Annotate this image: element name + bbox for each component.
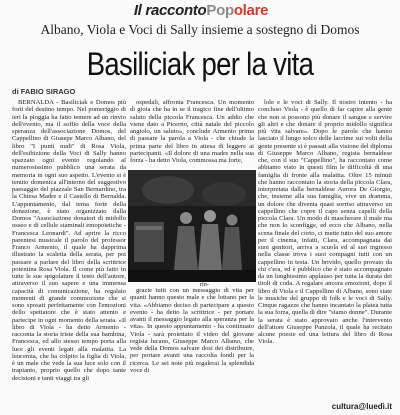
photo-caption-fragment: rin- [200,281,209,288]
section-header-part3: olare [233,2,269,19]
column-2b-text: grazie tutti con un messaggio di vita per quanti hanno questo male e che lottano per la vita. «Abbiamo deciso di partecipare a questo evento - ha detto la scrittrice - per portare avanti il messaggio legato alla speranza per la vita». In questo appuntamento - ha continuato Viola - sarà proiettato il video del giovane regista lucano, Giuseppe Marco Albano, che vede della Domos salvare dosi dei distribuire, per portare avanti una raccolta fondi per la ricerca. Le sei note più regalerai la splendida voce di [130,287,254,374]
article-column-2-bottom [130,287,254,402]
stage-performers-image [128,170,256,282]
footer-email: cultura@luedì.it [331,402,392,411]
article-title: Basiliciak per la vita [86,46,314,82]
article-column-3 [258,99,392,399]
section-header [118,3,284,19]
section-header-part2: Pop [206,2,234,19]
concert-photo [128,170,256,282]
article-byline: di FABIO SIRAGO [12,87,76,96]
column-1-text: BERNALDA - Basiliciak e Domos più forti del destino tempo. Nel pomeriggio di ieri la pioggia ha fatto temere ad un rinvio dell'evento, ma il soffio della voce della speranza dell'associazione Domos, del Cappellino di Giusepe Marco Albano, del libro "I punti nudi" di Rosa Viola, dell'esibizione della Voci di Sally hanno spazzato ogni evento regolando al numerosissimo pubblico una serata da memoria in ogni suo aspetto. L'evento si è tenuto domenica all'interno del suggestivo paesaggio del piazzale San Bernardino, tra la Chiesa Madre e il Castello di Bernalda. L'appuntamento, dal tema forte della donazione, è stato organizzato dalla Domos "Associazione donatori di midollo osseo e di cellule staminali emopoietiche - Francesca Leonardi". Ad aprire la ricco parentesi musicale il parolo del professor Franco Armento, il quale ha dapprima illustrato la scaletta della serata, per poi passare a parlare del libro della scrittrice potentina Rosa Viola. Il come più fatto in tutte le sue spigolature il testo dell'autore, attraverso il suo sapere e una immensa capacità di comunicazione, ha regalato momenti di grande commozione che si sono sposati perfettamente con l'emozioni dello spettatore che è stato attento e partecipe in ogni momento della serata. «Il libro di Viola - ha detto Armento - racconta la storia triste della sua bambina, Francesca, ed allo stesso tempo porta alla luce gli eventi legati alla malattia. La leucemia, che ha colpito la figlia di Viola, è un male che vede la sua luce solo con il trapianto, proprio quello che dopo tante decisioni e tanti viaggi tra gli [12,99,126,382]
section-header-part1: Il racconto [133,2,207,19]
article-column-1 [12,99,126,399]
column-3-text: lole e le voci di Sally. Il nostro intento - ha concluso Viola - è quello di far capire alla gente che non si possono più donare il sangue e servire gli altri e che donare il proprio midollo significa più vita salvare». Dopo le parole che hanno lasciato il lungo solco delle lacrime sui volti della gente presente si è passati alla visione del diploma di Giuseppe Marco Albano, regista bernaldese che, con il suo "Cappellino", ha raccontato come abbiamo visto in questi film le difficoltà di una famiglia di fronte alla malattia. Oltre 15 minuti che hanno raccontato la storia della piccola Clara, interpretata dalla bernaldese Aurora De Giorgio, che, insieme alla sua famiglia, vive un dramma, un dolore che diventa quasi sorriso attraverso un cappellino che copre il capo senza capelli della piccola Clara. Un modo di mascherare il male ma che non lo sconfigge, ed ecco che Albano, nella scena finale del corto, ci mette tutto del suo amore per il cinema, infatti, Clara, accompagnata dai suoi genitori, arriva a scuola ed al suo ingresso nella classe trova i suoi compagni tutti con un cappellino in testa. Un brivido, quello provato da chi c'era, ed è pubblico che è stato accompagnato da un lunghissimo applauso per tutta la durata dei titoli di coda. A regalare ancora emozioni, dopo il libro di Viola e il Cappellino di Albano, sono state le musiche del gruppo di folk e le voci di Sally. Cinque ragazze che hanno incantato la platea tutta la sua forza, quella di dire "siamo donne". Durante la serata è stato approvato anche l'intervento dell'attore Giuseppe Panzola, il quale ha recitato alcune poesie ed una lettura del libro di Rosa Viola. [258,99,392,346]
article-subtitle: Albano, Viola e Voci di Sally insieme a sostegno di Domos [40,22,360,37]
column-2-text: ospedali, affronta Francesca. Un momento di gioia che ha in se il tragico fine dell'ultimo saluto della piccola Francesca. Un addio che viene dato a Picerno, città natale del piccolo angiolo, un saluto», conclude Armento prima di passare la parola a Viola - che chiude la prima parte del libro in attesa di leggere ai partecipanti. «Il dolore di una madre nella sua forza - ha detto Viola, commossa ma forte, [130,99,254,164]
